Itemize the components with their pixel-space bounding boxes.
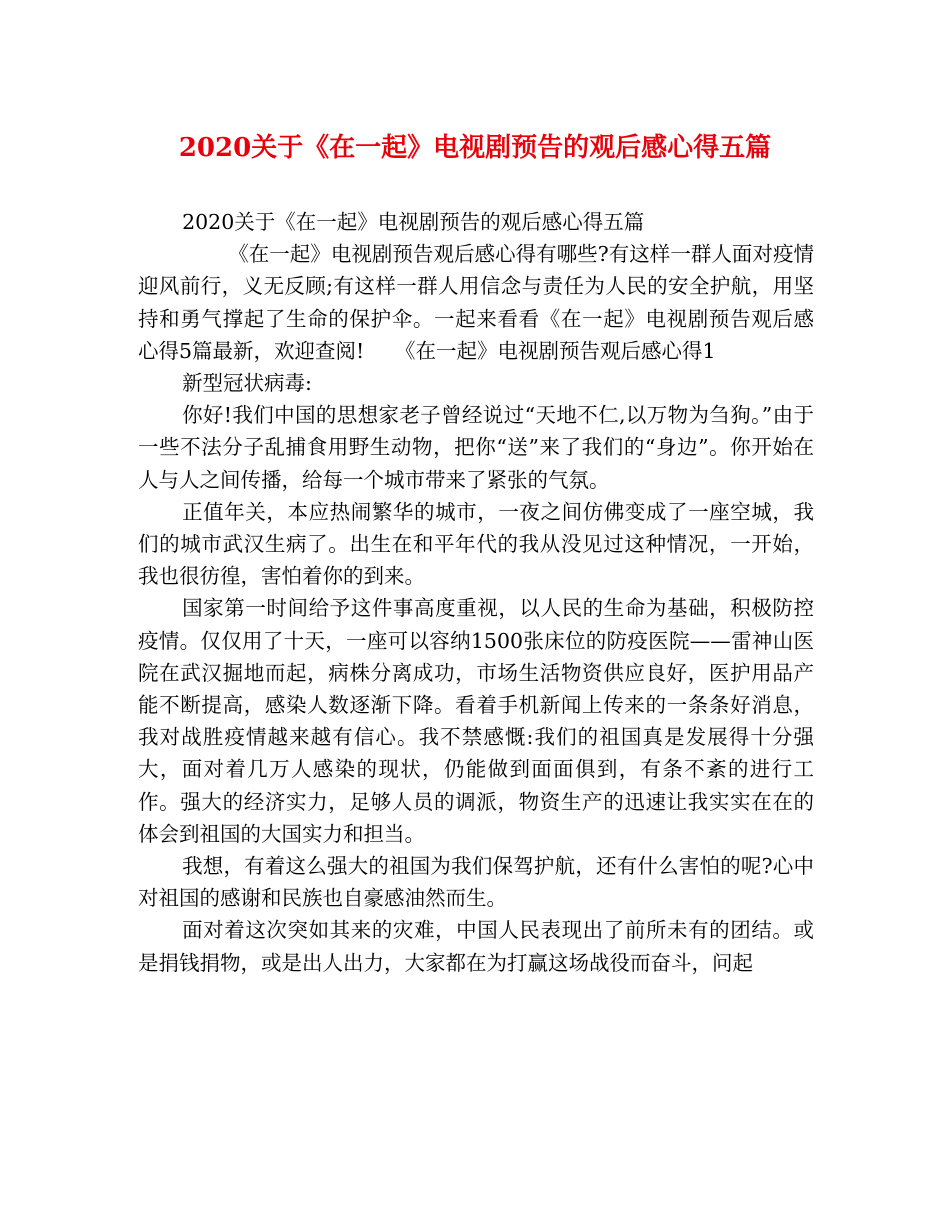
paragraph-subtitle: 2020关于《在一起》电视剧预告的观后感心得五篇 <box>182 210 645 234</box>
paragraph-3: 国家第一时间给予这件事高度重视，以人民的生命为基础，积极防控疫情。仅仅用了十天，一座可以容纳1500张床位的防疫医院——雷神山医院在武汉掘地而起，病株分离成功，市场生活物资供应良好，医护用品产能不断提高，感染人数逐渐下降。看着手机新闻上传来的一条条好消息，我对战胜疫情越来越有信心。我不禁感慨:我们的祖国真是发展得十分强大，面对着几万人感染的现状，仍能做到面面俱到，有条不紊的进行工作。强大的经济实力，足够人员的调派，物资生产的迅速让我实实在在的体会到祖国的大国实力和担当。 <box>138 596 814 846</box>
paragraph-5: 面对着这次突如其来的灾难，中国人民表现出了前所未有的团结。或是捐钱捐物，或是出人出力，大家都在为打赢这场战役而奋斗，问起 <box>138 918 814 975</box>
document-title: 2020关于《在一起》电视剧预告的观后感心得五篇 <box>178 133 772 163</box>
paragraph-2: 正值年关，本应热闹繁华的城市，一夜之间仿佛变成了一座空城，我们的城市武汉生病了。出生在和平年代的我从没见过这种情况，一开始，我也很彷徨，害怕着你的到来。 <box>138 499 814 589</box>
paragraph-1: 你好!我们中国的思想家老子曾经说过“天地不仁,以万物为刍狗。”由于一些不法分子乱捕食用野生动物，把你“送”来了我们的“身边”。你开始在人与人之间传播，给每一个城市带来了紧张的气氛。 <box>138 403 814 492</box>
paragraph-4: 我想，有着这么强大的祖国为我们保驾护航，还有什么害怕的呢?心中对祖国的感谢和民族也自豪感油然而生。 <box>138 854 814 911</box>
paragraph-salutation: 新型冠状病毒: <box>182 371 312 396</box>
document-body <box>138 206 814 979</box>
paragraph-intro: 《在一起》电视剧预告观后感心得有哪些?有这样一群人面对疫情迎风前行，义无反顾;有这样一群人用信念与责任为人民的安全护航，用坚持和勇气撑起了生命的保护伞。一起来看看《在一起》电视剧预告观后感心得5篇最新，欢迎查阅! 《在一起》电视剧预告观后感心得1 <box>138 242 814 363</box>
